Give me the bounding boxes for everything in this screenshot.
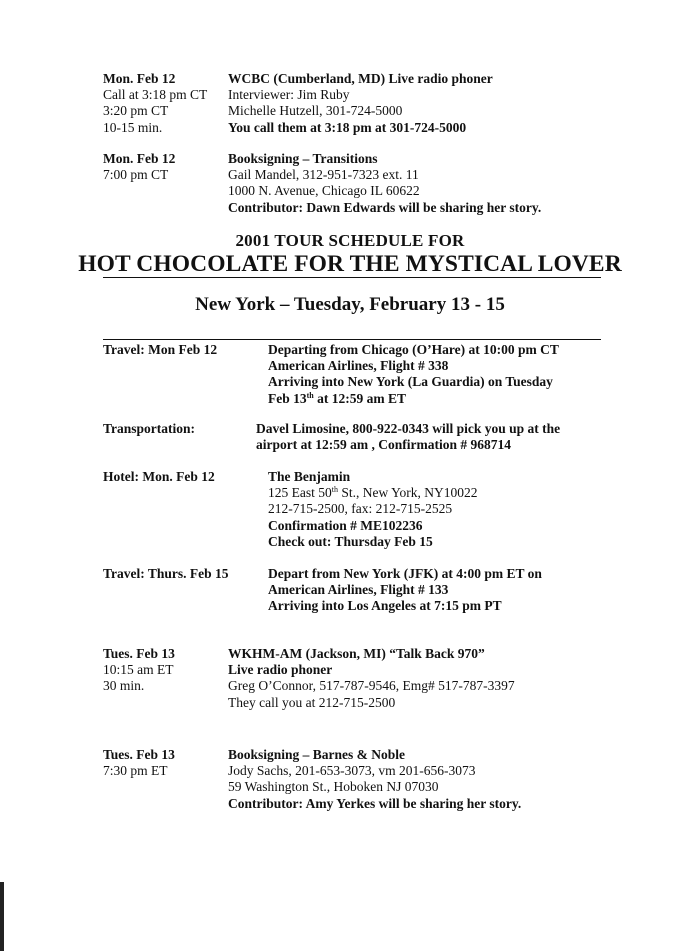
travel-label: [103, 342, 217, 358]
travel-label-text: Travel: Thurs. Feb 15: [103, 566, 229, 581]
hotel-label: [103, 469, 215, 485]
scan-edge-mark: [0, 882, 4, 951]
travel-detail: American Airlines, Flight # 133: [268, 582, 449, 598]
entry-time: 7:30 pm ET: [103, 763, 168, 779]
entry-title: WKHM-AM (Jackson, MI) “Talk Back 970”: [228, 646, 485, 661]
hotel-street: 125 East 50: [268, 485, 332, 501]
transportation-detail: airport at 12:59 am , Confirmation # 968714: [256, 437, 511, 453]
section-rule: [103, 339, 601, 340]
entry-date: Mon. Feb 12: [103, 151, 176, 166]
travel-detail: Depart from New York (JFK) at 4:00 pm ET on: [268, 566, 542, 581]
entry-date: Tues. Feb 13: [103, 646, 175, 661]
travel-label-text: Travel: Mon Feb 12: [103, 342, 218, 357]
travel-detail: Arriving into New York (La Guardia) on Tuesday: [268, 374, 553, 390]
entry-title: Booksigning – Transitions: [228, 151, 378, 166]
entry-detail: Gail Mandel, 312-951-7323 ext. 11: [228, 167, 419, 183]
entry-date: Tues. Feb 13: [103, 747, 175, 762]
entry-detail: Michelle Hutzell, 301-724-5000: [228, 103, 403, 119]
travel-detail: American Airlines, Flight # 338: [268, 358, 449, 374]
travel-detail: Arriving into Los Angeles at 7:15 pm PT: [268, 598, 502, 614]
tour-schedule-heading: 2001 TOUR SCHEDULE FOR: [235, 231, 465, 250]
entry-detail: You call them at 3:18 pm at 301-724-5000: [228, 119, 467, 135]
entry-detail: Interviewer: Jim Ruby: [228, 87, 350, 103]
entry-detail: Jody Sachs, 201-653-3073, vm 201-656-3073: [228, 763, 476, 779]
entry-time-column: [103, 151, 175, 183]
travel-detail: [268, 391, 559, 407]
ordinal-suffix: th: [306, 390, 314, 400]
entry-time-column: [103, 71, 207, 136]
hotel-checkout: Check out: Thursday Feb 15: [268, 533, 433, 549]
entry-duration: 10-15 min.: [103, 119, 163, 135]
location-subheading: New York – Tuesday, February 13 - 15: [195, 294, 505, 315]
hotel-confirmation: Confirmation # ME102236: [268, 517, 423, 533]
entry-time: 3:20 pm CT: [103, 103, 169, 119]
entry-duration: 30 min.: [103, 678, 145, 694]
entry-time: 7:00 pm CT: [103, 167, 169, 183]
transportation-label: [103, 421, 195, 437]
entry-detail: Live radio phoner: [228, 662, 333, 678]
travel-detail: Departing from Chicago (O’Hare) at 10:00 pm CT: [268, 342, 559, 357]
travel-details: [268, 566, 542, 615]
entry-time-column: [103, 747, 175, 779]
heading-rule: [103, 277, 601, 278]
transportation-detail: Davel Limosine, 800-922-0343 will pick you up at the: [256, 421, 561, 436]
entry-detail: Contributor: Dawn Edwards will be sharing her story.: [228, 199, 542, 215]
entry-time-column: [103, 646, 175, 695]
travel-arrival-time: at 12:59 am ET: [313, 390, 406, 406]
entry-detail-column: [228, 71, 493, 136]
travel-arrival-date: Feb 13: [268, 390, 307, 406]
entry-detail: 59 Washington St., Hoboken NJ 07030: [228, 779, 439, 795]
entry-detail: 1000 N. Avenue, Chicago IL 60622: [228, 183, 420, 199]
hotel-label-text: Hotel: Mon. Feb 12: [103, 469, 215, 484]
entry-detail: Contributor: Amy Yerkes will be sharing her story.: [228, 795, 522, 811]
travel-details: [268, 342, 559, 407]
entry-detail-column: [228, 151, 541, 216]
entry-time: 10:15 am ET: [103, 662, 174, 678]
entry-date: Mon. Feb 12: [103, 71, 176, 86]
entry-title: WCBC (Cumberland, MD) Live radio phoner: [228, 71, 493, 86]
transportation-details: [256, 421, 560, 453]
hotel-address: [268, 485, 478, 501]
transportation-label-text: Transportation:: [103, 421, 196, 436]
entry-detail-column: [228, 646, 515, 711]
entry-time: Call at 3:18 pm CT: [103, 87, 208, 103]
hotel-phone: 212-715-2500, fax: 212-715-2525: [268, 501, 453, 517]
hotel-details: [268, 469, 478, 550]
book-title-heading: HOT CHOCOLATE FOR THE MYSTICAL LOVER: [78, 251, 622, 277]
entry-detail: They call you at 212-715-2500: [228, 694, 396, 710]
travel-label: [103, 566, 229, 582]
entry-detail-column: [228, 747, 521, 812]
entry-title: Booksigning – Barnes & Noble: [228, 747, 406, 762]
hotel-city: St., New York, NY10022: [337, 485, 478, 501]
ordinal-suffix: th: [331, 485, 338, 495]
entry-detail: Greg O’Connor, 517-787-9546, Emg# 517-787-3397: [228, 678, 515, 694]
hotel-name: The Benjamin: [268, 469, 351, 484]
